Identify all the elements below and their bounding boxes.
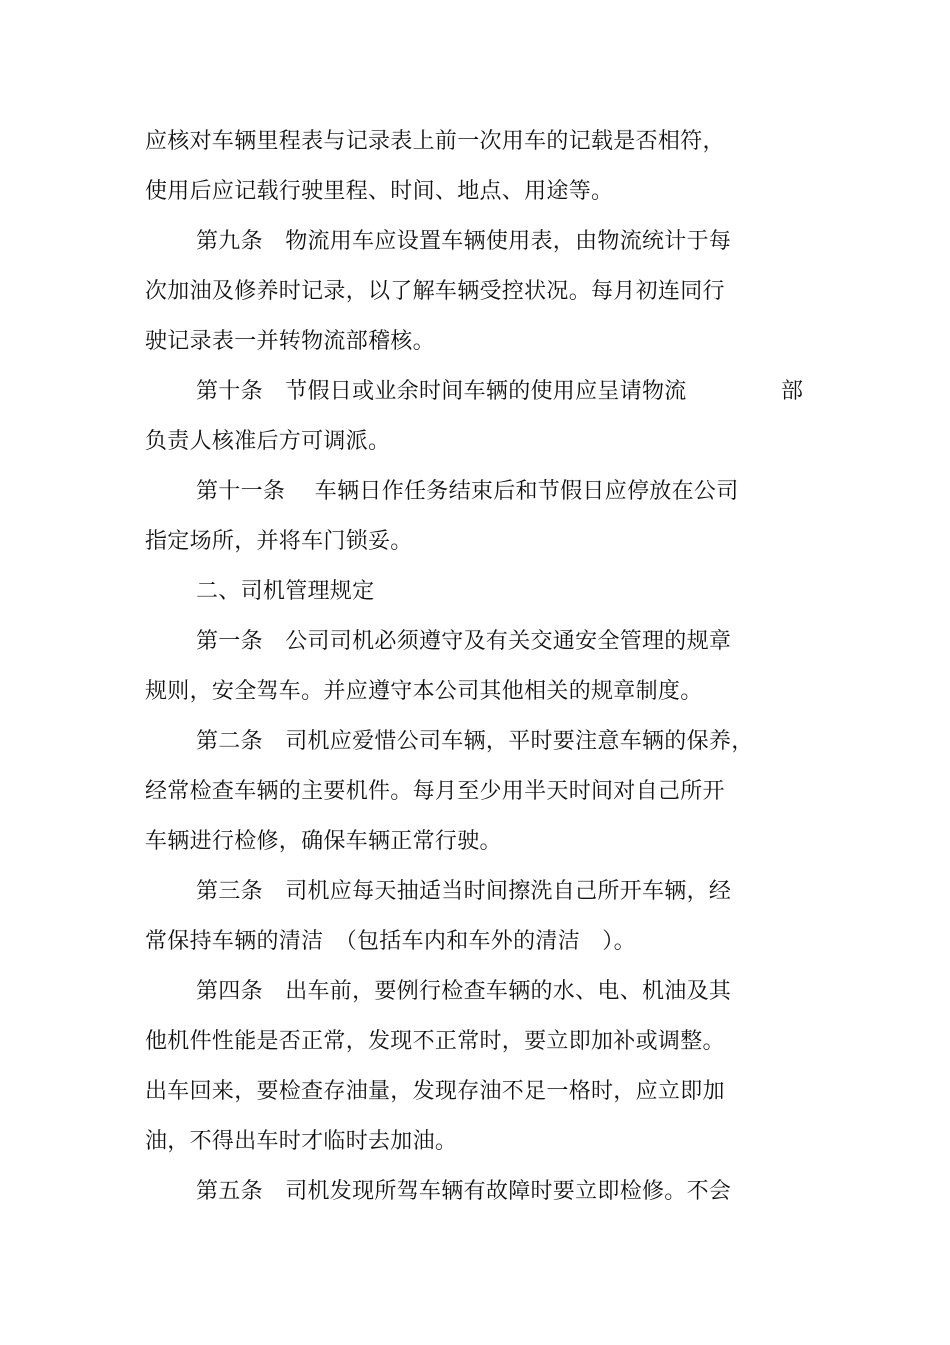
text-line: 常保持车辆的清洁 （包括车内和车外的清洁 ）。 xyxy=(145,929,636,954)
text-line: 使用后应记载行驶里程、时间、地点、用途等。 xyxy=(145,179,614,204)
text-line: 油，不得出车时才临时去加油。 xyxy=(145,1129,458,1154)
text-line: 他机件性能是否正常，发现不正常时，要立即加补或调整。 xyxy=(145,1029,725,1054)
text-line: 驶记录表一并转物流部稽核。 xyxy=(145,329,435,354)
article-4-line: 第四条 出车前，要例行检查车辆的水、电、机油及其 xyxy=(196,979,732,1004)
article-3-line: 第三条 司机应每天抽适当时间擦洗自己所开车辆，经 xyxy=(196,879,732,904)
text-line: 指定场所，并将车门锁妥。 xyxy=(145,529,413,554)
article-9-line: 第九条 物流用车应设置车辆使用表，由物流统计于每 xyxy=(196,229,732,254)
article-1-line: 第一条 公司司机必须遵守及有关交通安全管理的规章 xyxy=(196,629,732,654)
text-line: 应核对车辆里程表与记录表上前一次用车的记载是否相符， xyxy=(145,129,725,154)
text-line: 出车回来，要检查存油量，发现存油不足一格时，应立即加 xyxy=(145,1079,725,1104)
text-line: 经常检查车辆的主要机件。每月至少用半天时间对自己所开 xyxy=(145,779,725,804)
text-line: 规则，安全驾车。并应遵守本公司其他相关的规章制度。 xyxy=(145,679,703,704)
article-11-line: 第十一条 车辆日作任务结束后和节假日应停放在公司 xyxy=(196,479,739,504)
text-line: 车辆进行检修，确保车辆正常行驶。 xyxy=(145,829,502,854)
text-line: 次加油及修养时记录，以了解车辆受控状况。每月初连同行 xyxy=(145,279,725,304)
article-5-line: 第五条 司机发现所驾车辆有故障时要立即检修。不会 xyxy=(196,1179,732,1204)
section-heading: 二、司机管理规定 xyxy=(196,579,375,604)
trailing-fragment: 部 xyxy=(781,379,804,404)
article-2-line: 第二条 司机应爱惜公司车辆，平时要注意车辆的保养， xyxy=(196,729,754,754)
article-10-line: 第十条 节假日或业余时间车辆的使用应呈请物流 xyxy=(196,379,687,404)
text-line: 负责人核准后方可调派。 xyxy=(145,429,391,454)
